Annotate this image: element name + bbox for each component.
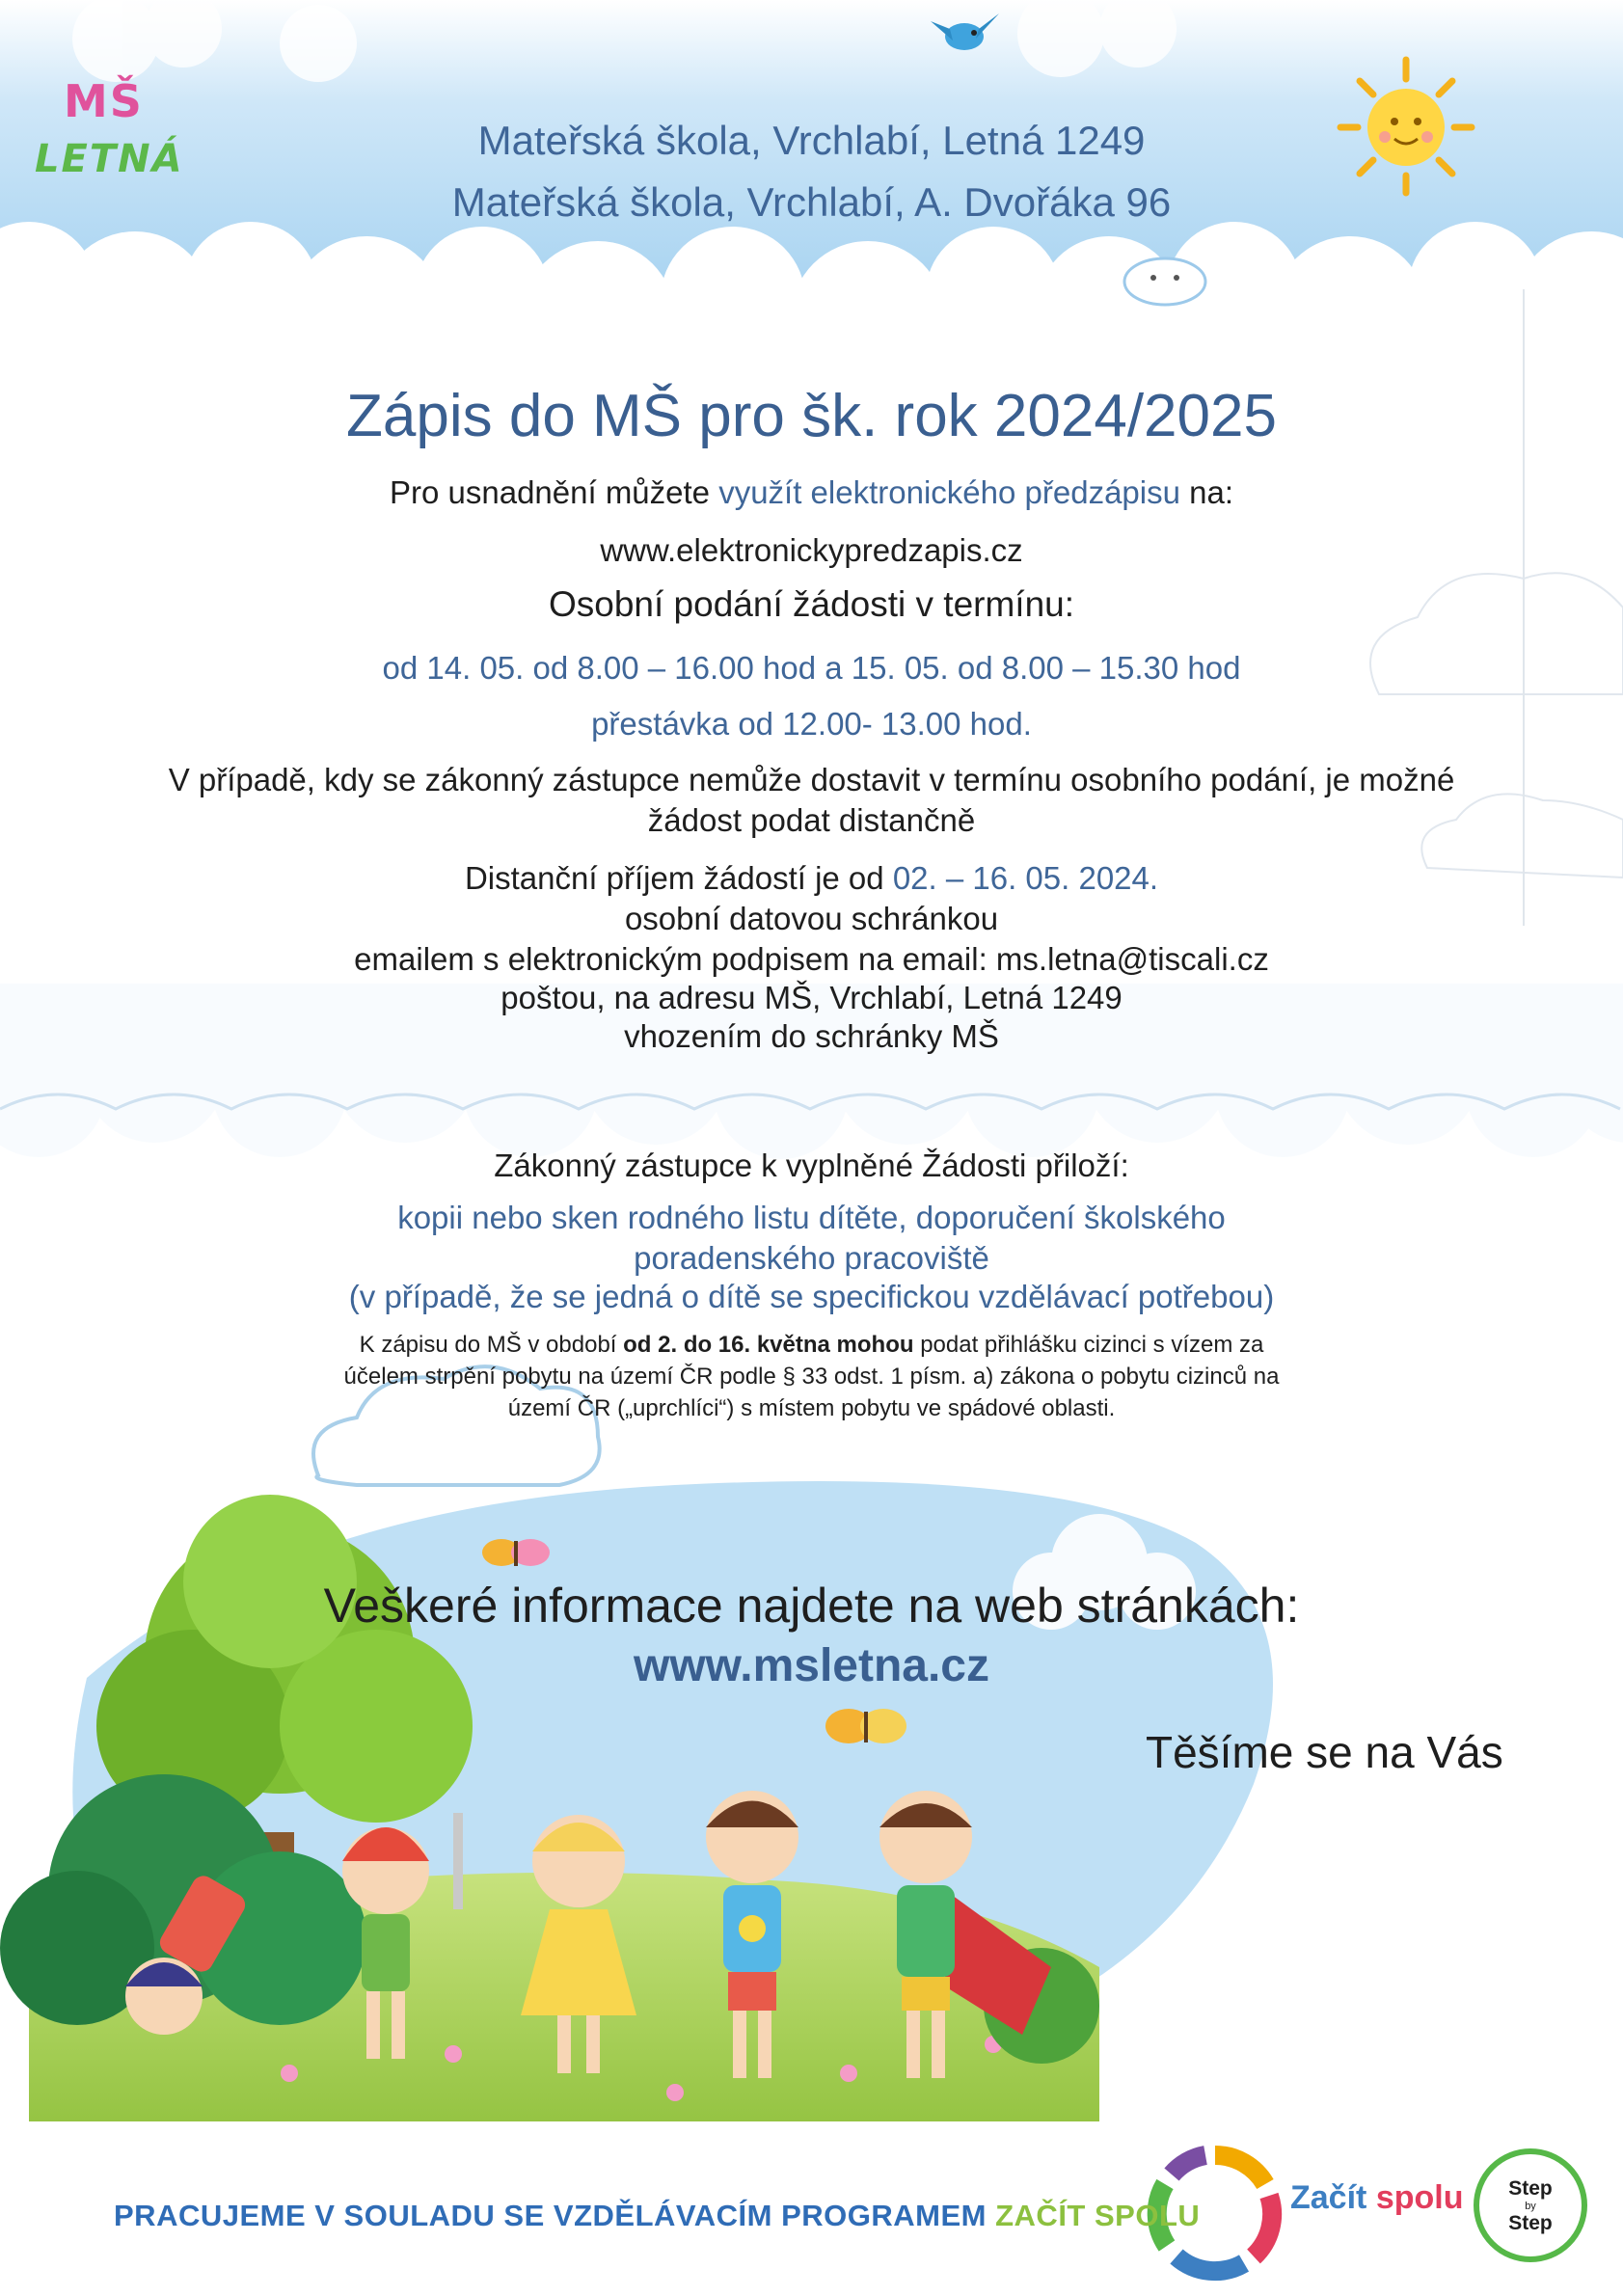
attachment-line-2: poradenského pracoviště (634, 1240, 989, 1276)
step-by-step-word-2: by (1525, 2201, 1536, 2212)
break-time: přestávka od 12.00- 13.00 hod. (591, 706, 1032, 742)
attachment-heading: Zákonný zástupce k vyplněné Žádosti přiloží: (494, 1148, 1129, 1183)
info-heading: Veškeré informace najdete na web stránkách: (323, 1579, 1300, 1633)
school-website-link[interactable]: www.msletna.cz (634, 1640, 989, 1691)
smiling-cloud-icon (1124, 258, 1205, 305)
attachment-line-3: (v případě, že se jedná o dítě se specifickou vzdělávací potřebou) (348, 1279, 1275, 1314)
intro-suffix: na: (1179, 474, 1234, 510)
step-by-step-word-1: Step (1508, 2177, 1553, 2200)
refugee-text-a: K zápisu do MŠ v období (359, 1332, 624, 1358)
logo-ms: MŠ (64, 75, 144, 127)
program-name: ZAČÍT SPOLU (995, 2199, 1201, 2232)
zacit-spolu-logo (1290, 2179, 1463, 2217)
logo-letna: LETNÁ (35, 137, 184, 181)
page-title: Zápis do MŠ pro šk. rok 2024/2025 (346, 383, 1277, 449)
refugee-text-c: podat přihlášku cizinci s vízem za (913, 1332, 1264, 1358)
zacit-spolu-logo-word-1: Začít (1290, 2179, 1367, 2216)
predzapis-website: www.elektronickypredzapis.cz (600, 532, 1023, 568)
school-name-line-1: Mateřská škola, Vrchlabí, Letná 1249 (477, 118, 1146, 163)
step-by-step-logo (1474, 2148, 1587, 2262)
remote-info-line-1: V případě, kdy se zákonný zástupce nemůže dostavit v termínu osobního podání, je možné (168, 762, 1455, 797)
closing-text: Těšíme se na Vás (1146, 1727, 1503, 1777)
refugee-notice (0, 1329, 1623, 1424)
submission-method-3: poštou, na adresu MŠ, Vrchlabí, Letná 1249 (500, 980, 1123, 1015)
submission-method-2: emailem s elektronickým podpisem na email: ms.letna@tiscali.cz (354, 941, 1269, 977)
remote-info-line-2: žádost podat distančně (647, 802, 976, 838)
program-prefix: PRACUJEME V SOULADU SE VZDĚLÁVACÍM PROGRAMEM (114, 2199, 996, 2232)
refugee-notice-line-1 (0, 1329, 1623, 1361)
intro-highlight: využít elektronického předzápisu (718, 474, 1180, 510)
refugee-text-bold: od 2. do 16. května mohou (623, 1332, 914, 1358)
personal-submission-heading: Osobní podání žádosti v termínu: (548, 584, 1075, 624)
personal-submission-dates: od 14. 05. od 8.00 – 16.00 hod a 15. 05. od 8.00 – 15.30 hod (382, 650, 1241, 686)
submission-method-1: osobní datovou schránkou (624, 901, 999, 936)
program-footer (114, 2199, 1200, 2233)
intro-prefix: Pro usnadnění můžete (389, 474, 719, 510)
butterfly-icon (482, 1539, 550, 1566)
remote-period-prefix: Distanční příjem žádostí je od (464, 860, 893, 896)
zacit-spolu-logo-word-2: spolu (1375, 2179, 1464, 2216)
step-by-step-word-3: Step (1508, 2212, 1553, 2234)
butterfly-icon (825, 1709, 906, 1743)
refugee-notice-line-3: území ČR („uprchlíci“) s místem pobytu ve spádové oblasti. (507, 1395, 1116, 1421)
school-name-line-2: Mateřská škola, Vrchlabí, A. Dvořáka 96 (451, 179, 1172, 225)
intro-text (0, 474, 1623, 511)
submission-method-4: vhozením do schránky MŠ (624, 1018, 999, 1054)
remote-period-dates: 02. – 16. 05. 2024. (892, 860, 1159, 896)
remote-period (0, 860, 1623, 897)
refugee-notice-line-2: účelem strpění pobytu na území ČR podle § 33 odst. 1 písm. a) zákona o pobytu cizinců na (343, 1364, 1280, 1390)
attachment-line-1: kopii nebo sken rodného listu dítěte, doporučení školského (397, 1200, 1226, 1235)
